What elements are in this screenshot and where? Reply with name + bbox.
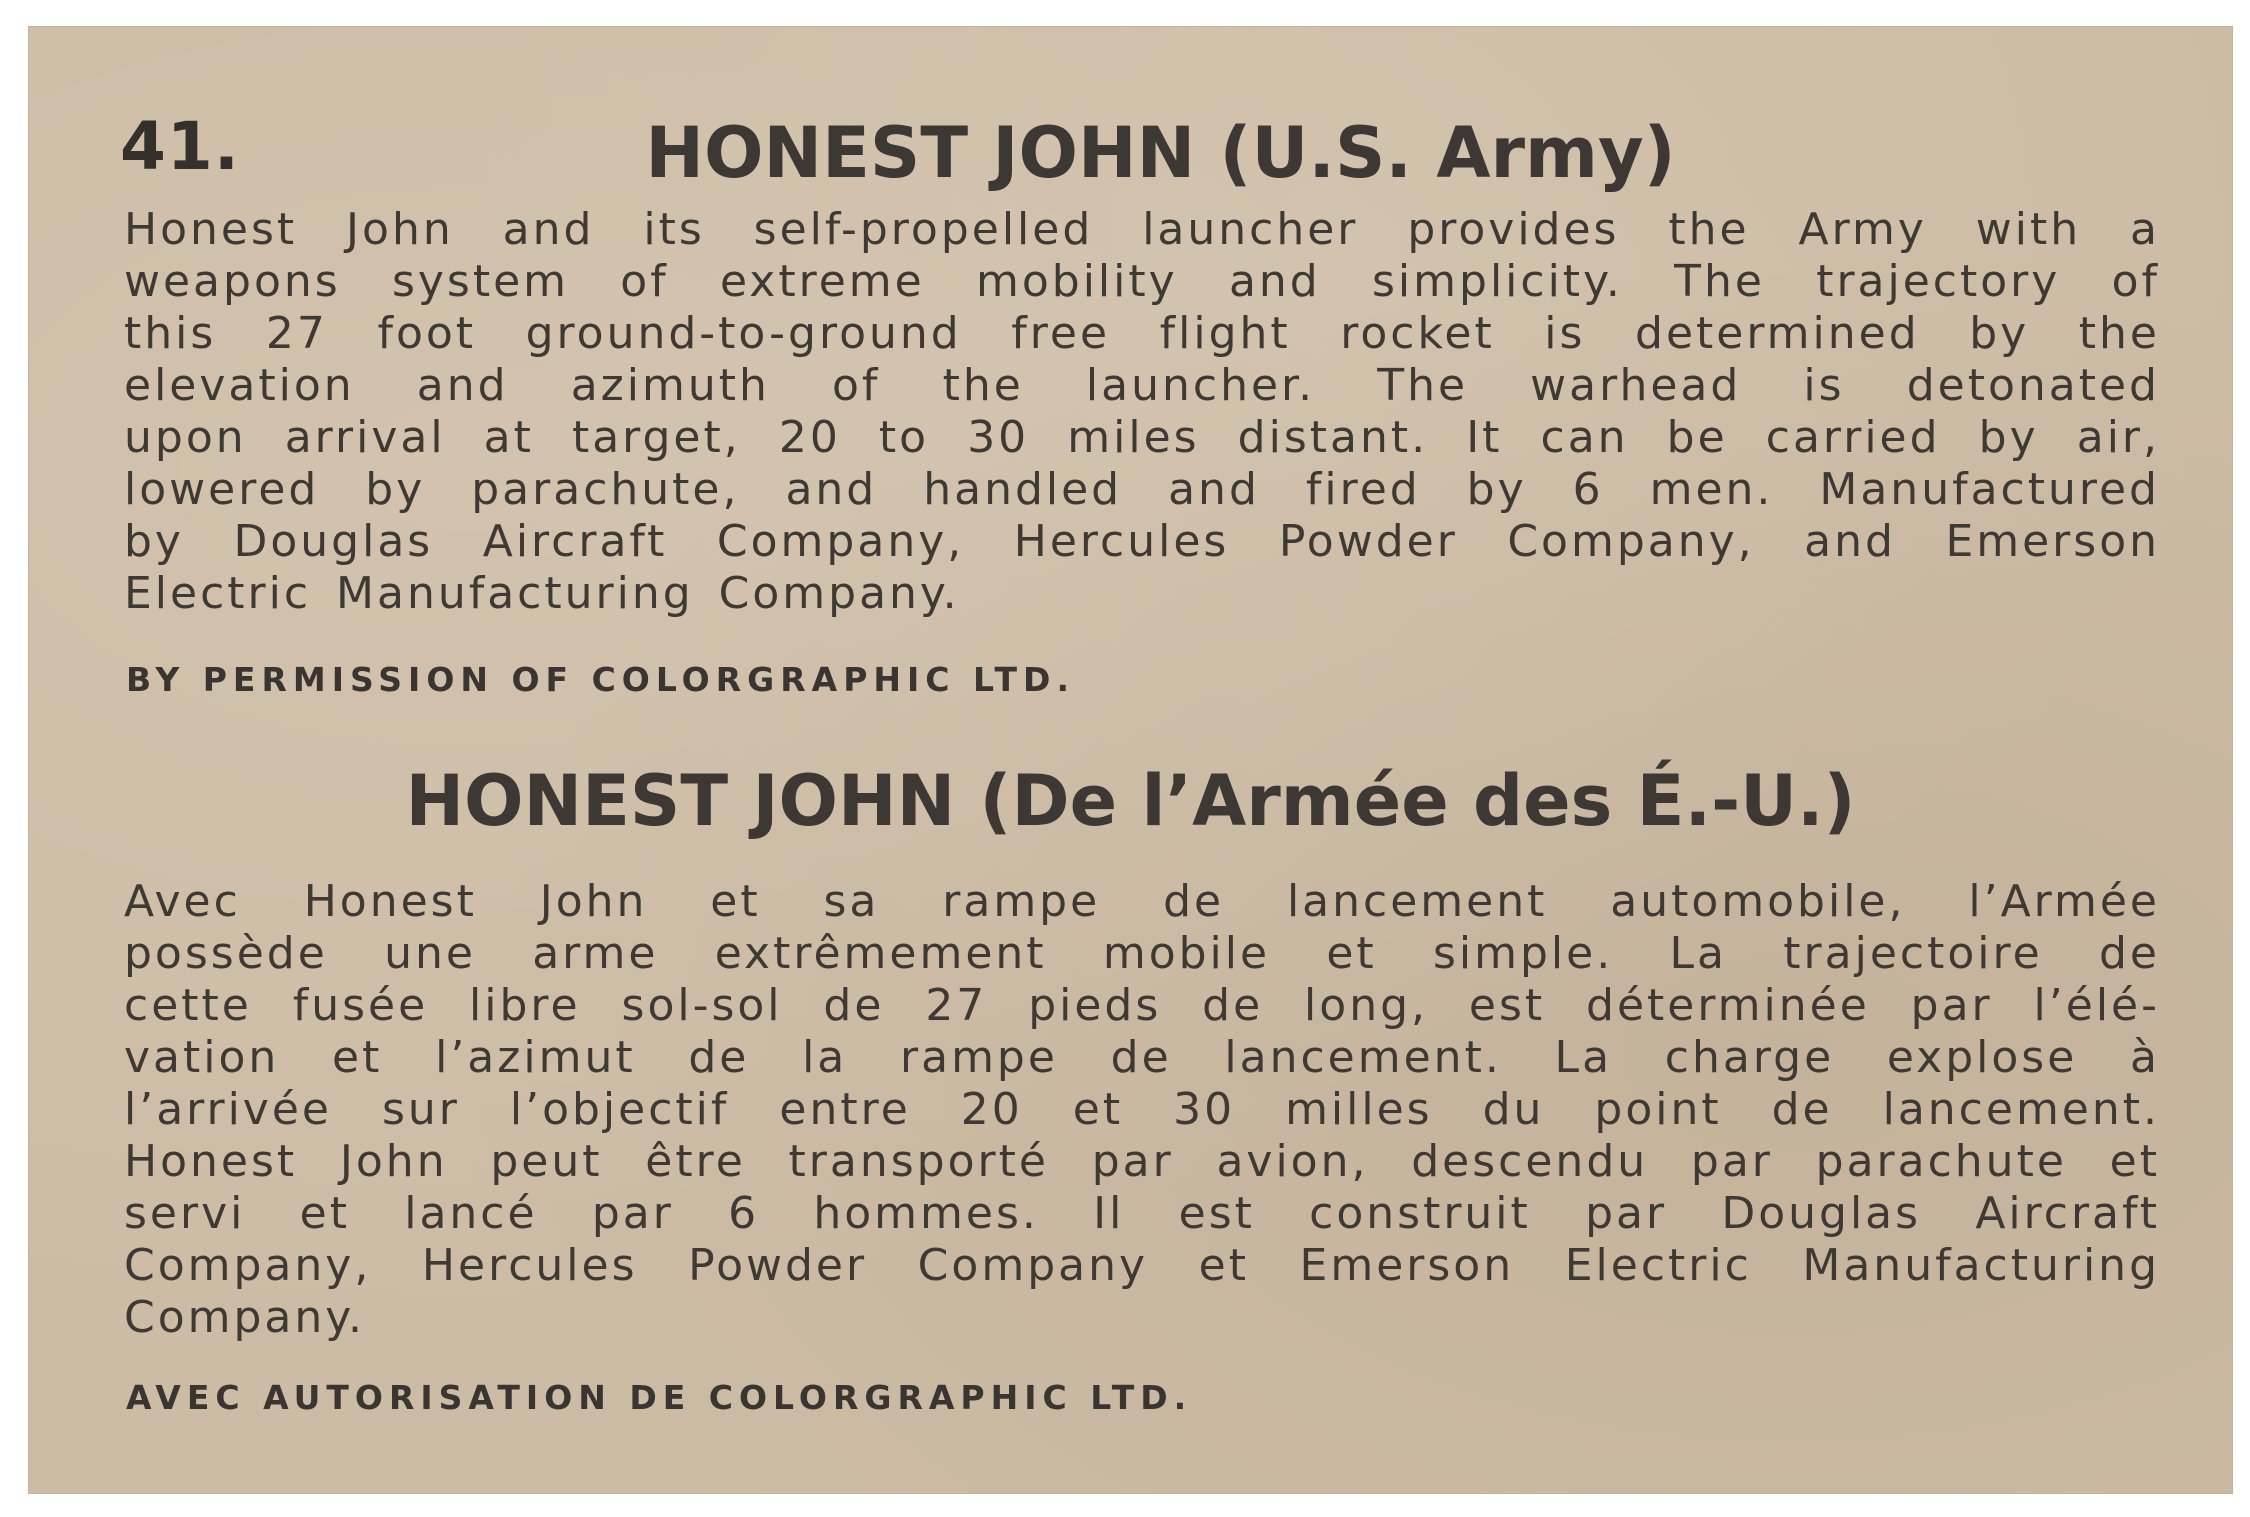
- french-line: Company.: [124, 1292, 366, 1343]
- english-credit: BY PERMISSION OF COLORGRAPHIC LTD.: [126, 660, 1075, 699]
- french-line: Company, Hercules Powder Company et Emerson Electric Manufacturing: [124, 1240, 2160, 1291]
- french-line: Honest John peut être transporté par avion, descendu par parachute et: [124, 1136, 2160, 1187]
- french-line: vation et l’azimut de la rampe de lancement. La charge explose à: [124, 1032, 2160, 1083]
- french-line: servi et lancé par 6 hommes. Il est construit par Douglas Aircraft: [124, 1188, 2160, 1239]
- english-line: this 27 foot ground-to-ground free flight rocket is determined by the: [124, 308, 2160, 359]
- english-line: by Douglas Aircraft Company, Hercules Powder Company, and Emerson: [124, 516, 2160, 567]
- trading-card-back: [28, 26, 2233, 1494]
- english-line: weapons system of extreme mobility and simplicity. The trajectory of: [124, 256, 2160, 307]
- french-title: HONEST JOHN (De l’Armée des É.-U.): [405, 760, 1856, 842]
- english-line: upon arrival at target, 20 to 30 miles distant. It can be carried by air,: [124, 412, 2160, 463]
- french-description: [124, 876, 2160, 1344]
- english-line: lowered by parachute, and handled and fired by 6 men. Manufactured: [124, 464, 2160, 515]
- english-line: elevation and azimuth of the launcher. The warhead is detonated: [124, 360, 2160, 411]
- french-line: cette fusée libre sol-sol de 27 pieds de long, est déterminée par l’élé-: [124, 980, 2160, 1031]
- card-number: 41.: [120, 108, 240, 185]
- english-description: [124, 204, 2160, 620]
- french-line: possède une arme extrêmement mobile et simple. La trajectoire de: [124, 928, 2160, 979]
- english-title: HONEST JOHN (U.S. Army): [645, 112, 1676, 194]
- french-credit: AVEC AUTORISATION DE COLORGRAPHIC LTD.: [126, 1378, 1193, 1417]
- french-line: l’arrivée sur l’objectif entre 20 et 30 milles du point de lancement.: [124, 1084, 2160, 1135]
- english-line: Honest John and its self-propelled launcher provides the Army with a: [124, 204, 2160, 255]
- english-line: Electric Manufacturing Company.: [124, 568, 960, 619]
- french-line: Avec Honest John et sa rampe de lancement automobile, l’Armée: [124, 876, 2160, 927]
